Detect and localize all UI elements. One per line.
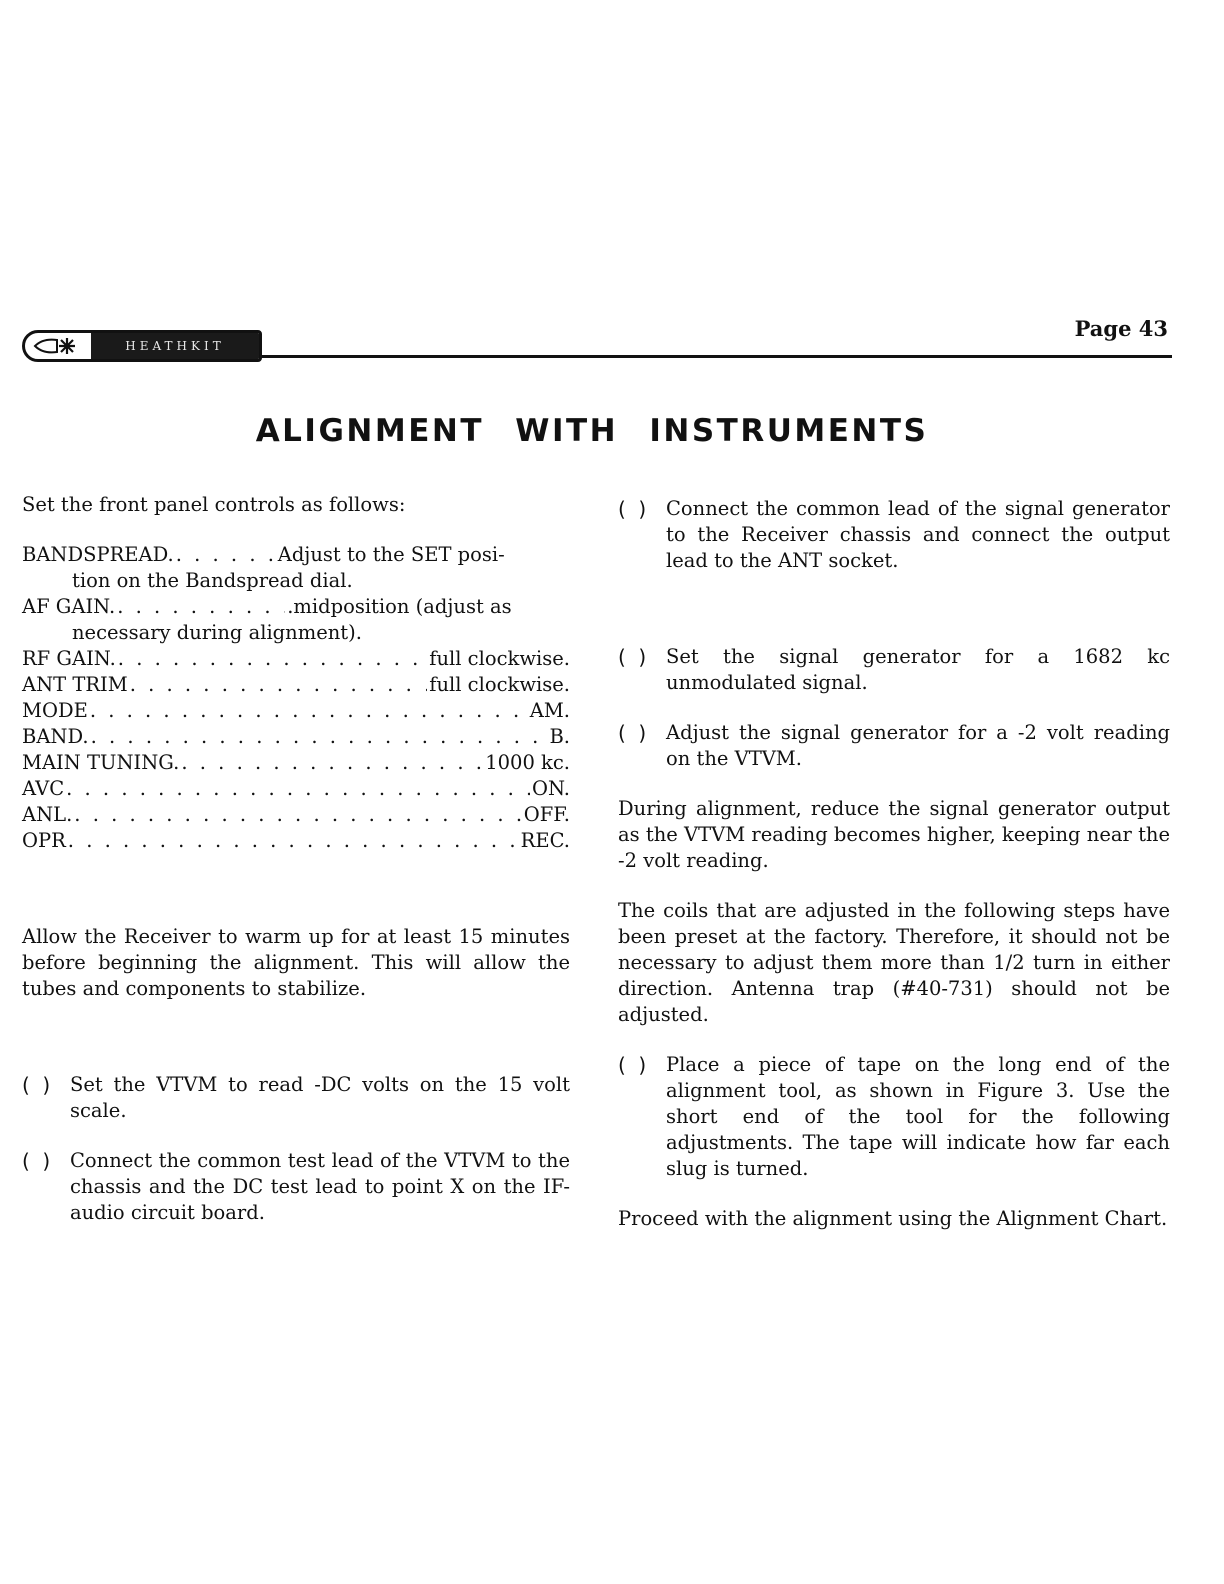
leader-dots [68,828,519,854]
step-text: Set the signal generator for a 1682 kc unmodulated signal. [666,645,1170,694]
coils-text: The coils that are adjusted in the following steps have been preset at the factory. Therefore, it should not be necessary to adjust them more than 1/2 turn in either direction. Antenna trap (#40-731) should not be adjusted. [618,899,1170,1026]
checklist-step [22,1148,570,1226]
setting-row [22,724,570,750]
step-text: Connect the common lead of the signal generator to the Receiver chassis and connect the output lead to the ANT socket. [666,497,1170,572]
checklist-step [618,720,1170,772]
setting-value: AM. [529,699,570,722]
setting-row [22,750,570,776]
setting-value: Adjust to the SET posi- [277,543,505,566]
logo-wordmark: HEATHKIT [91,333,259,359]
during-alignment-text: During alignment, reduce the signal generator output as the VTVM reading becomes higher, keeping near the -2 volt reading. [618,797,1170,872]
intro-text: Set the front panel controls as follows: [22,493,406,516]
setting-label: MAIN TUNING. [22,751,180,774]
leader-dots [117,594,285,620]
setting-row [22,594,570,620]
leader-dots [118,646,427,672]
step-checkbox[interactable]: ( ) [22,1073,51,1097]
leader-dots [176,542,276,568]
setting-label: AF GAIN. [22,595,116,618]
checklist-step [618,1052,1170,1182]
setting-row [22,646,570,672]
step-text: Place a piece of tape on the long end of the alignment tool, as shown in Figure 3. Use the short end of the tool for the following adjustments. The tape will indicate how far each slug is turned. [666,1053,1170,1180]
setting-label: OPR [22,829,66,852]
step-checkbox[interactable]: ( ) [22,1149,51,1173]
setting-continuation: necessary during alignment). [72,621,362,644]
setting-row [22,776,570,802]
setting-label: RF GAIN. [22,647,116,670]
leader-dots [66,776,530,802]
setting-label: AVC [22,777,65,800]
step-checkbox[interactable]: ( ) [618,721,647,745]
left-column [22,492,570,1226]
leader-dots [130,672,428,698]
heathkit-logo [22,330,262,362]
checklist-step [618,496,1170,574]
setting-value: .midposition (adjust as [287,595,512,618]
setting-row [22,542,570,568]
leader-dots [181,750,483,776]
setting-label: ANL. [22,803,73,826]
setting-value: full clockwise. [429,673,570,696]
setting-value: full clockwise. [429,647,570,670]
right-column [618,496,1170,1232]
setting-value: B. [549,725,570,748]
setting-value: ON. [531,777,570,800]
proceed-text: Proceed with the alignment using the Alignment Chart. [618,1207,1168,1230]
section-title: ALIGNMENT WITH INSTRUMENTS [255,413,929,449]
step-text: Adjust the signal generator for a -2 volt reading on the VTVM. [666,721,1170,770]
logo-emblem-icon [25,333,91,359]
checklist-step [22,1072,570,1124]
leader-dots [74,802,521,828]
setting-continuation: tion on the Bandspread dial. [72,569,353,592]
setting-row [22,698,570,724]
step-text: Connect the common test lead of the VTVM to the chassis and the DC test lead to point X on the IF-audio circuit board. [70,1149,570,1224]
header-rule [262,355,1172,358]
setting-row [22,672,570,698]
checklist-step [618,644,1170,696]
setting-value: 1000 kc. [485,751,570,774]
leader-dots [90,698,528,724]
step-checkbox[interactable]: ( ) [618,645,647,669]
setting-row [22,802,570,828]
setting-row [22,828,570,854]
setting-label: BANDSPREAD. [22,543,174,566]
setting-value: OFF. [523,803,570,826]
setting-value: REC. [520,829,570,852]
setting-label: BAND. [22,725,89,748]
warmup-text: Allow the Receiver to warm up for at least 15 minutes before beginning the alignment. This will allow the tubes and components to stabilize. [22,925,570,1000]
setting-label: MODE [22,699,88,722]
setting-label: ANT TRIM [22,673,128,696]
step-text: Set the VTVM to read -DC volts on the 15 volt scale. [70,1073,570,1122]
step-checkbox[interactable]: ( ) [618,1053,647,1077]
step-checkbox[interactable]: ( ) [618,497,647,521]
leader-dots [91,724,548,750]
page-number: Page 43 [1074,316,1168,341]
control-settings-list [22,542,570,854]
